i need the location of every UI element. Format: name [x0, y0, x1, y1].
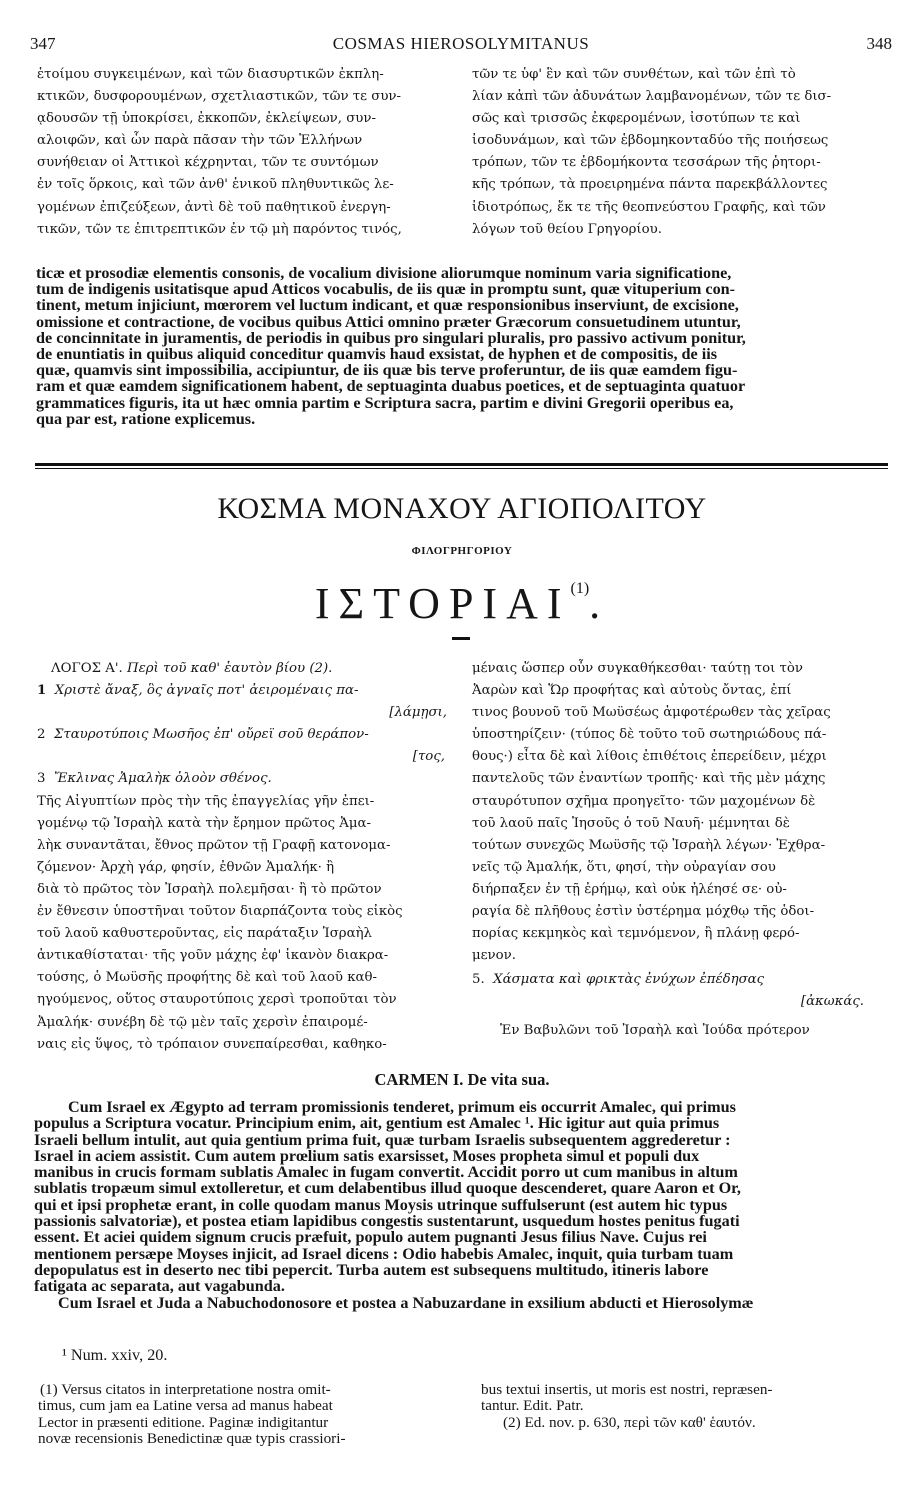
text-line: omissione et contractione, de vocibus quibus Attici omnino præter Græcorum consuetudinem utuntur,	[36, 312, 741, 331]
text-line: Ἀμαλήκ· συνέβη δὲ τῷ μὲν ταῖς χερσὶν ἐπαιρομέ-	[37, 1014, 368, 1030]
text-line: λόγων τοῦ θείου Γρηγορίου.	[472, 221, 662, 237]
text-line: ἰδιοτρόπως, ἔκ τε τῆς θεοπνεύστου Γραφῆς, καὶ τῶν	[472, 199, 826, 215]
text-line: νεῖς τῷ Ἀμαλήκ, ὅτι, φησί, τὴν οὐραγίαν σου	[472, 859, 776, 875]
text-line: qua par est, ratione explicemus.	[36, 409, 256, 428]
text-line: de enuntiatis in quibus aliquid conceditur quamvis haud exsistat, de hyphen et de compositis, de iis	[36, 345, 718, 364]
text-line: ὑποστηρίζειν· (τύπος δὲ τοῦτο τοῦ σωτηριώδους πά-	[472, 727, 827, 743]
verse-number: 5.	[472, 972, 485, 988]
verse-number: 3	[37, 771, 46, 787]
text-line: tinent, metum injiciunt, mœrorem vel luctum indicant, et quæ responsionibus inserviunt, de excisione,	[36, 296, 739, 315]
verse-continuation: [ἀκωκάς.	[800, 994, 864, 1010]
notes-left-column	[38, 1382, 346, 1447]
verse-text: Χριστὲ ἄναξ, ὃς ἀγναῖς ποτ' ἀειρομέναις πα-	[54, 683, 359, 699]
text-line: γομένων ἐπιζεύξεων, ἀντὶ δὲ τοῦ παθητικοῦ ἐνεργη-	[37, 199, 391, 215]
text-line: γομένῳ τῷ Ἰσραὴλ κατὰ τὴν ἔρημον πρῶτος Ἀμα-	[37, 815, 371, 831]
page-number-left: 347	[30, 34, 56, 53]
text-line: ζόμενον· Ἀρχὴ γάρ, φησίν, ἐθνῶν Ἀμαλήκ· ἢ	[37, 859, 335, 875]
section-rule-thin	[35, 468, 888, 469]
work-title-epithet: ΦΙΛΟΓΡΗΓΟΡΙΟΥ	[411, 545, 513, 557]
text-line: λὴκ συναντᾶται, ἔθνος πρῶτον τῇ Γραφῇ κατονομα-	[37, 837, 391, 853]
note-line: novæ recensionis Benedictinæ quæ typis crassiori-	[38, 1429, 346, 1447]
text-line: ἑτοίμου συγκειμένων, καὶ τῶν διασυρτικῶν ἐκπλη-	[37, 67, 384, 82]
text-line: ναις εἰς ὕψος, τὸ τρόπαιον συνεπαίρεσθαι, καθηκο-	[37, 1036, 387, 1052]
page-number-right: 348	[866, 34, 892, 53]
text-line: τρόπων, τῶν τε ἑβδομήκοντα τεσσάρων τῆς ῥητορι-	[472, 155, 821, 171]
logos-title: Περὶ τοῦ καθ' ἑαυτὸν βίου (2).	[126, 661, 333, 676]
latin-translation-bottom	[34, 1099, 754, 1311]
verse-line	[37, 724, 457, 746]
title-text: ΙΣΤΟΡΙΑΙ	[314, 579, 571, 628]
text-line: Τῆς Αἰγυπτίων πρὸς τὴν τῆς ἐπαγγελίας γῆν ἐπει-	[37, 793, 375, 809]
body-left-column	[37, 658, 457, 1056]
text-line: de concinnitate in juramentis, de periodis in quibus pro singulari pluralis, pro passivo activum ponitur,	[36, 328, 746, 347]
text-line: ticæ et prosodiæ elementis consonis, de vocalium divisione aliorumque nominum varia significatione,	[36, 264, 732, 282]
text-line: ἐν ἔθνεσιν ὑποστῆναι τοῦτον διαρπάζοντα τοὺς εἰκὸς	[37, 904, 403, 920]
work-title-author: ΚΟΣΜΑ ΜΟΝΑΧΟΥ ΑΓΙΟΠΟΛΙΤΟΥ	[217, 492, 707, 525]
text-line: ᾳδουσῶν τῇ ὑποκρίσει, ἐκκοπῶν, ἐκλείψεων, συν-	[37, 111, 376, 127]
verse-line	[472, 969, 892, 991]
title-period: .	[589, 579, 610, 628]
carmen-heading: CARMEN I. De vita sua.	[374, 1070, 550, 1089]
logos-heading	[37, 658, 457, 680]
text-line: τικῶν, τῶν τε ἐπιτρεπτικῶν ἐν τῷ μὴ παρόντος τινός,	[37, 221, 402, 237]
text-line: Cum Israel ex Ægypto ad terram promissionis tenderet, primum eis occurrit Amalec, qui primus	[68, 1098, 736, 1116]
text-line: μενον.	[472, 948, 516, 964]
text-line: μέναις ὥσπερ οὖν συγκαθήκεσθαι· ταύτῃ τοι τὸν	[472, 661, 803, 676]
logos-label: ΛΟΓΟΣ Α'.	[51, 661, 123, 676]
verse-text: Χάσματα καὶ φρικτὰς ἐνύχων ἐπέδησας	[493, 972, 765, 988]
text-line: ἰσοδυνάμων, καὶ τῶν ἑβδομηκονταδύο τῆς ποιήσεως	[472, 133, 829, 149]
footnote-mark: (1)	[570, 580, 590, 597]
verse-text: Ἔκλινας Ἀμαλὴκ ὀλοὸν σθένος.	[53, 771, 272, 787]
text-line: σῶς καὶ τρισσῶς ἐκφερομένων, ἰσοτύπων τε καὶ	[472, 111, 801, 127]
section-rule	[35, 463, 888, 466]
text-line: Ἐν Βαβυλῶνι τοῦ Ἰσραὴλ καὶ Ἰούδα πρότερον	[500, 1022, 810, 1038]
work-title-main	[0, 578, 924, 629]
footnote-reference: ¹ Num. xxiv, 20.	[62, 1346, 168, 1364]
text-line: αλοιφῶν, καὶ ὧν παρὰ πᾶσαν τὴν τῶν Ἑλλήνων	[37, 133, 363, 149]
verse-line	[37, 768, 457, 790]
text-line: κῆς τρόπων, τὰ προειρημένα πάντα παρεκβάλλοντες	[472, 177, 828, 193]
verse-number: 1	[37, 683, 47, 699]
text-line: τινος βουνοῦ τοῦ Μωϋσέως ἀμφοτέρωθεν τὰς χεῖρας	[472, 705, 831, 721]
text-line: ram et quæ eamdem significationem habent, de septuaginta duabus poetices, et de septuaginta quatuor	[36, 377, 746, 396]
note-line: bus textui insertis, ut moris est nostri, repræsen-	[481, 1381, 773, 1398]
text-line: grammatices figuris, ita ut hæc omnia partim e Scriptura sacra, partim e divini Gregorii operibus ea,	[36, 393, 734, 412]
text-line: Israel in aciem assistit. Cum autem prœlium satis exarsisset, Moses propheta simul et populi dux	[34, 1146, 700, 1165]
note-line: tantur. Edit. Patr.	[481, 1397, 584, 1415]
text-line: essent. Et aciei quidem signum crucis præfuit, populo autem pugnanti Jesus filius Nave. Cujus rei	[34, 1228, 707, 1247]
verse-text: Σταυροτύποις Μωσῆος ἐπ' οὔρεϊ σοῦ θεράπον-	[53, 727, 369, 743]
text-line: sublatis tropæum simul extolleretur, et cum delabentibus illud quoque descenderet, quare Aaron et Or,	[34, 1179, 741, 1198]
text-line: ἐν τοῖς ὅρκοις, καὶ τῶν ἀνθ' ἑνικοῦ πληθυντικῶς λε-	[37, 177, 394, 193]
latin-translation-top	[36, 265, 746, 427]
text-line: διήρπαξεν ἐν τῇ ἐρήμῳ, καὶ οὐκ ἠλέησέ σε· οὐ-	[472, 881, 787, 897]
text-line: manibus in crucis formam sublatis Amalec in fugam convertit. Accidit porro ut cum manibus in altum	[34, 1163, 738, 1182]
text-line: τῶν τε ὑφ' ἓν καὶ τῶν συνθέτων, καὶ τῶν ἐπὶ τὸ	[472, 67, 796, 82]
note-line: timus, cum jam ea Latine versa ad manus habeat	[38, 1397, 333, 1415]
text-line: Ἀαρὼν καὶ Ὥρ προφήτας καὶ αὐτοὺς ὄντας, ἐπί	[472, 683, 792, 699]
note-line: (2) Ed. nov. p. 630, περὶ τῶν καθ' ἑαυτόν.	[503, 1413, 756, 1431]
text-line: ηγούμενος, οὕτος σταυροτύποις χερσὶ τροποῦται τὸν	[37, 992, 397, 1008]
text-line: τούτων συνεχῶς Μωϋσῆς τῷ Ἰσραὴλ λέγων· Ἐχθρα-	[472, 837, 826, 853]
text-line: mentionem persæpe Moyses injicit, ad Israel dicens : Odio habebis Amalec, inquit, quia turbam tuam	[34, 1244, 734, 1263]
text-line: Cum Israel et Juda a Nabuchodonosore et postea a Nabuzardane in exsilium abducti et Hierosolymæ	[58, 1293, 754, 1312]
text-line: λίαν κἀπὶ τῶν ἀδυνάτων λαμβανομένων, τῶν τε δισ-	[472, 89, 832, 105]
note-line: (1) Versus citatos in interpretatione nostra omit-	[40, 1381, 331, 1398]
text-line: πορίας κεκμηκὸς καὶ τεμνόμενον, ἢ πλάνῃ φερό-	[472, 926, 800, 942]
running-title: COSMAS HIEROSOLYMITANUS	[332, 34, 590, 53]
text-line: populus a Scriptura vocatur. Principium enim, ait, gentium est Amalec ¹. Hic igitur aut quia primus	[34, 1114, 720, 1133]
text-line: quæ, quamvis sint impossibilia, accipiuntur, de iis quæ bis terve proferuntur, de iis quæ eamdem figu-	[36, 361, 738, 380]
text-line: θους·) εἶτα δὲ καὶ λίθοις ἐπιθέτοις ἐπερείδειν, μέχρι	[472, 749, 827, 765]
text-line: παντελοῦς τῶν ἐναντίων τροπῆς· καὶ τῆς μὲν μάχης	[472, 771, 826, 787]
verse-number: 2	[37, 727, 46, 743]
verse-continuation: [λάμῃσι,	[389, 705, 447, 721]
text-line: fatigata ac separata, aut vagabunda.	[34, 1277, 285, 1296]
text-line: ἀντικαθίσταται· τῆς γοῦν μάχης ἐφ' ἱκανὸν διακρα-	[37, 948, 389, 964]
text-line: τούσης, ὁ Μωϋσῆς προφήτης δὲ καὶ τοῦ λαοῦ καθ-	[37, 970, 377, 986]
text-line: Israeli bellum intulit, aut quia gentium prima fuit, quæ turbam Israelis subsequentem aggrederetur :	[34, 1130, 731, 1149]
title-dash	[452, 637, 470, 640]
body-right-column	[472, 658, 892, 1042]
verse-continuation: [τος,	[412, 749, 445, 765]
top-greek-right-column	[472, 64, 892, 241]
text-line: ραγία δὲ πλῆθους ἐστὶν ὑστέρημα μόχθῳ τῆς ὁδοι-	[472, 904, 815, 920]
note-line: Lector in præsenti editione. Paginæ indigitantur	[38, 1413, 329, 1431]
text-line: τοῦ λαοῦ καθυστεροῦντας, εἰς παράταξιν Ἰσραὴλ	[37, 926, 372, 942]
top-greek-left-column	[37, 64, 457, 241]
text-line: σταυρότυπον σχῆμα προηγεῖτο· τῶν μαχομένων δὲ	[472, 793, 816, 809]
text-line: τοῦ λαοῦ παῖς Ἰησοῦς ὁ τοῦ Ναυῆ· μέμνηται δὲ	[472, 815, 790, 831]
text-line: διὰ τὸ πρῶτος τὸν Ἰσραὴλ πολεμῆσαι· ἢ τὸ πρῶτον	[37, 881, 382, 897]
verse-line	[37, 680, 457, 702]
text-line: qui et ipsi prophetæ erant, in colle quodam manus Moysis utrinque suffulserunt (est autem hic typus	[34, 1195, 728, 1214]
text-line: tum de indigenis usitatisque apud Atticos vocabulis, de iis quæ in promptu sunt, quæ vituperium con-	[36, 280, 736, 299]
notes-right-column	[481, 1382, 772, 1431]
text-line: συνήθειαν οἱ Ἀττικοὶ κέχρηνται, τῶν τε συντόμων	[37, 155, 379, 171]
text-line: depopulatus est in deserto nec tibi pepercit. Turba autem est subsequens multitudo, itineris labore	[34, 1260, 709, 1279]
text-line: passionis salvatoriæ), et postea etiam lapidibus congestis sustentarunt, usquedum hostes penitus fugati	[34, 1212, 740, 1231]
running-header	[30, 34, 892, 56]
text-line: κτικῶν, δυσφορουμένων, σχετλιαστικῶν, τῶν τε συν-	[37, 89, 402, 105]
